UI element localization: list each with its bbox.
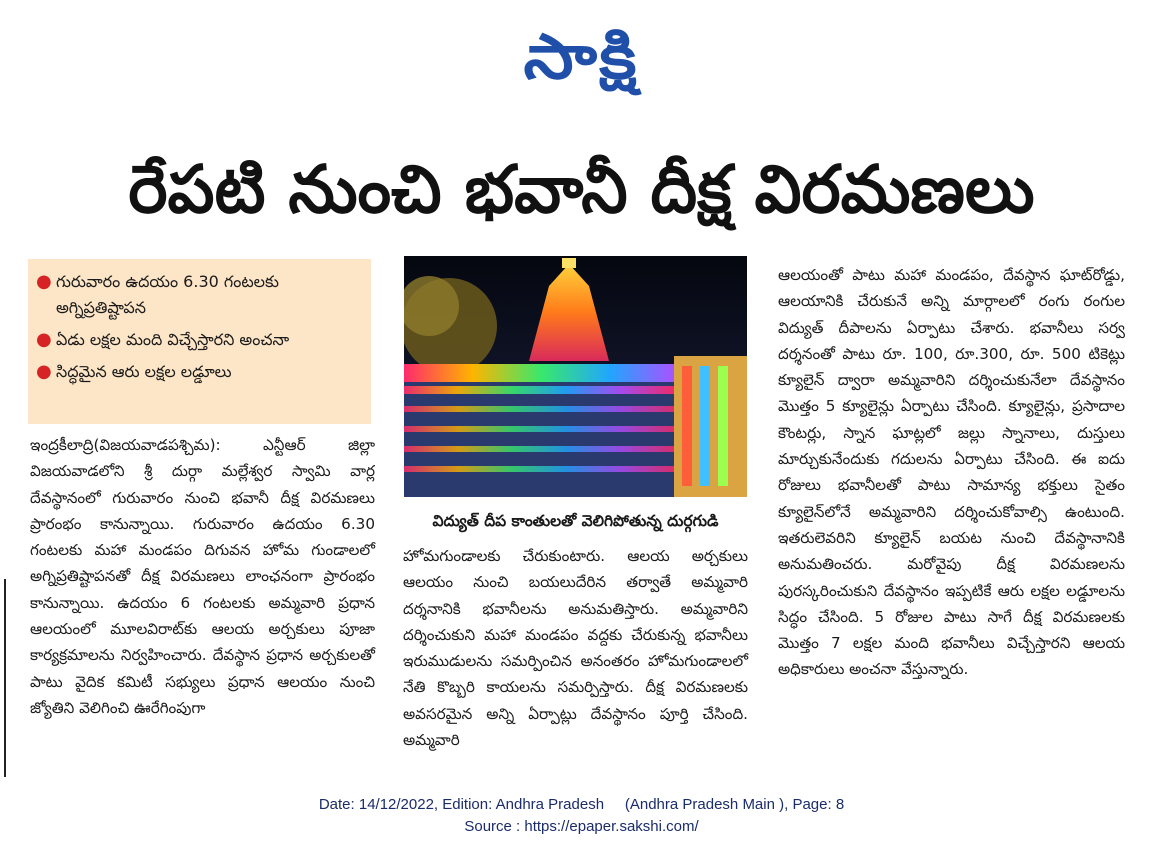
highlight-item <box>36 327 363 353</box>
article-text: ఇంద్రకీలాద్రి(విజయవాడపశ్చిమ): ఎన్టీఆర్ జిల్లా విజయవాడలోని శ్రీ దుర్గా మల్లేశ్వర స్వామి వార్ల దేవస్థానంలో గురువారం నుంచి భవానీ దీక్ష విరమణలు ప్రారంభం కానున్నాయి. గురువారం ఉదయం 6.30 గంటలకు మహా మండపం దిగువన హోమ గుండాలలో అగ్నిప్రతిష్టాపనతో దీక్ష విరమణలు లాంఛనంగా ప్రారంభం కానున్నాయి. ఉదయం 6 గంటలకు అమ్మవారి ప్రధాన ఆలయంలో మూలవిరాట్‌కు ఆలయ అర్చకులు పూజా కార్యక్రమాలను నిర్వహించారు. దేవస్థాన ప్రధాన అర్చకులతో పాటు వైదిక కమిటీ సభ్యులు ప్రధాన ఆలయం నుంచి జ్యోతిని వెలిగించి ఊరేగింపుగా <box>30 436 375 717</box>
article-text: హోమగుండాలకు చేరుకుంటారు. ఆలయ అర్చకులు ఆలయం నుంచి బయలుదేరిన తర్వాతే అమ్మవారి దర్శనానికి భవానీలను అనుమతిస్తారు. అమ్మవారిని దర్శించుకుని మహా మండపం వద్దకు చేరుకున్న భవానీలు ఇరుముడులను సమర్పించిన అనంతరం హోమగుండాలలో నేతి కొబ్బరి కాయలను సమర్పిస్తారు. దీక్ష విరమణలకు అవసరమైన అన్ని ఏర్పాట్లు దేవస్థానం పూర్తి చేసింది. అమ్మవారి <box>403 547 748 750</box>
photo-caption: విద్యుత్ దీప కాంతులతో వెలిగిపోతున్న దుర్గగుడి <box>432 512 719 530</box>
highlight-text: ఏడు లక్షల మంది విచ్చేస్తారని అంచనా <box>56 330 290 349</box>
article-text: ఆలయంతో పాటు మహా మండపం, దేవస్థాన ఘాట్‌రోడ్డు, ఆలయానికి చేరుకునే అన్ని మార్గాలలో రంగు రంగుల విద్యుత్ దీపాలను ఏర్పాటు చేశారు. భవానీలు సర్వ దర్శనంతో పాటు రూ. 100, రూ.300, రూ. 500 టికెట్లు క్యూలైన్ ద్వారా అమ్మవారిని దర్శించుకునేలా దేవస్థానం మొత్తం 5 క్యూలైన్లు ఏర్పాటు చేసింది. క్యూలైన్లు, ప్రసాదాల కౌంటర్లు, స్నాన ఘాట్లలో జల్లు స్నానాలు, దుస్తులు మార్చుకునేందుకు గదులను ఏర్పాటు చేసింది. ఈ ఐదు రోజులు భవానీలతో పాటు సామాన్య భక్తులు సైతం క్యూలైన్‌లోనే అమ్మవారిని దర్శించుకోవాల్సి ఉంటుంది. ఇతరులెవరిని క్యూలైన్ బయట నుంచి దేవస్థానానికి అనుమతించరు. మరోవైపు దీక్ష విరమణలను పురస్కరించుకుని దేవస్థానం ఇప్పటికే ఆరు లక్షల లడ్డూలను సిద్ధం చేసింది. 5 రోజుల పాటు సాగే దీక్ష విరమణలకు మొత్తం 7 లక్షల మంది భవానీలు విచ్చేస్తారని ఆలయ అధికారులు అంచనా వేస్తున్నారు. <box>778 266 1125 679</box>
highlight-text: సిద్ధమైన ఆరు లక్షల లడ్డూలు <box>56 362 232 381</box>
footer-line-2: Source : https://epaper.sakshi.com/ <box>464 818 699 835</box>
bullet-icon: ● <box>36 361 52 382</box>
margin-rule <box>4 579 6 777</box>
highlight-item <box>36 269 363 321</box>
logo-text: సాక్షి <box>523 20 640 93</box>
highlight-text: గురువారం ఉదయం 6.30 గంటలకు అగ్నిప్రతిష్టాపన <box>56 272 279 317</box>
article-column-3 <box>778 262 1125 683</box>
footer-date-edition <box>0 796 1163 813</box>
bullet-icon: ● <box>36 271 52 292</box>
footer-line-1: Date: 14/12/2022, Edition: Andhra Pradesh (Andhra Pradesh Main ), Page: 8 <box>318 796 845 813</box>
highlights-box <box>28 259 371 424</box>
article-column-2 <box>403 543 748 753</box>
footer-source <box>0 818 1163 835</box>
bullet-icon: ● <box>36 329 52 350</box>
headline: రేపటి నుంచి భవానీ దీక్ష విరమణలు <box>128 151 1035 228</box>
highlight-item <box>36 359 363 385</box>
masthead-logo <box>0 18 1163 96</box>
article-column-1 <box>30 432 375 721</box>
temple-photo-icon <box>404 256 747 497</box>
